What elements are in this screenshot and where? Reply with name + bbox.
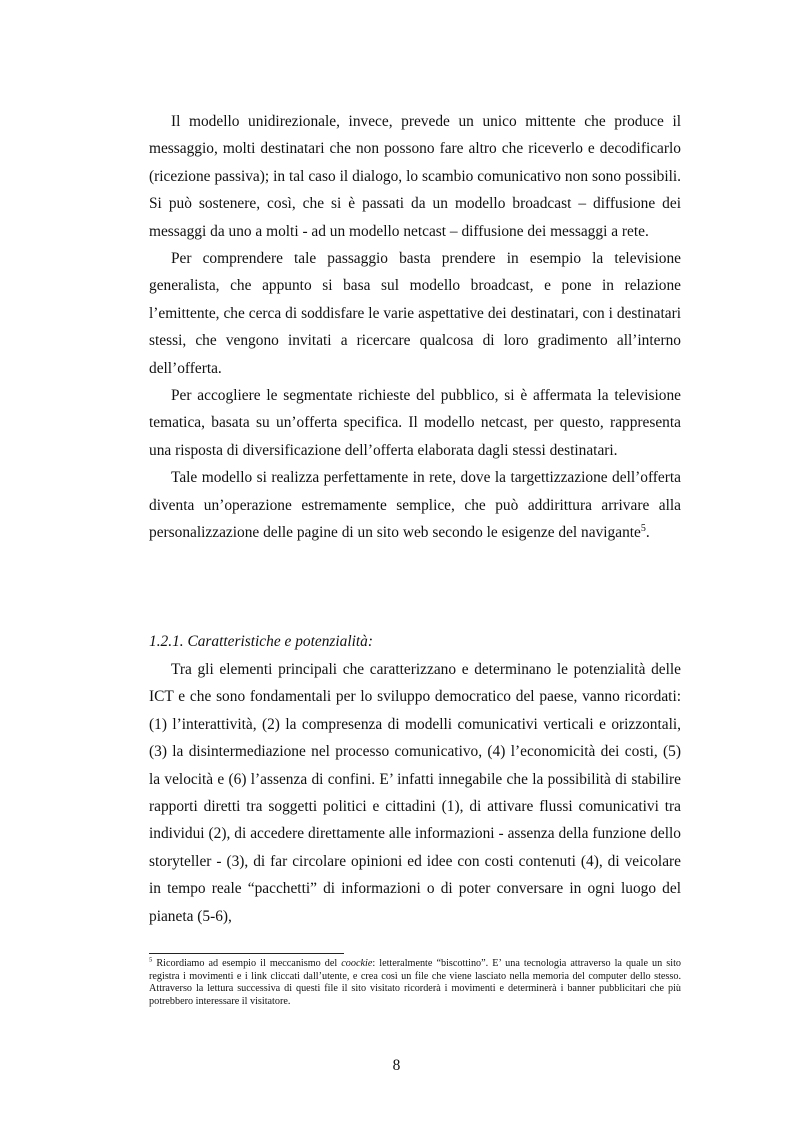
footnote-term: coockie — [341, 958, 373, 969]
paragraph-3: Per accogliere le segmentate richieste del pubblico, si è affermata la televisione tematica, basata su un’offerta specifica. Il modello netcast, per questo, rappresenta una risposta di diversificazione dell’offerta elaborata dagli stessi destinatari. — [149, 387, 681, 459]
paragraph-4-text: Tale modello si realizza perfettamente in rete, dove la targettizzazione dell’offerta diventa un’operazione estremamente semplice, che può addirittura arrivare alla personalizzazione delle pagine di un sito web secondo le esigenze del navigante — [149, 469, 681, 542]
paragraph-4-end: . — [645, 524, 650, 542]
body-text-section — [149, 656, 681, 930]
body-text-top — [149, 108, 681, 547]
footnote-number: 5 — [149, 956, 153, 964]
footnote-text-before: Ricordiamo ad esempio il meccanismo del — [152, 958, 342, 969]
paragraph-4 — [149, 464, 681, 546]
footnote — [149, 958, 681, 1008]
page-number: 8 — [392, 1057, 401, 1074]
footnote-marker: 5 — [640, 522, 646, 534]
paragraph-1: Il modello unidirezionale, invece, prevede un unico mittente che produce il messaggio, molti destinatari che non possono fare altro che riceverlo e decodificarlo (ricezione passiva); in tal caso il dialogo, lo scambio comunicativo non sono possibili. Si può sostenere, così, che si è passati da un modello broadcast – diffusione dei messaggi da uno a molti - ad un modello netcast – diffusione dei messaggi a rete. — [149, 113, 681, 240]
footnote-text-after: : letteralmente “biscottino”. E’ una tecnologia attraverso la quale un sito registra i movimenti e i link cliccati dall’utente, e crea così un file che viene lasciato nella memoria del computer dello stesso. Attraverso la lettura successiva di questi file il sito visitato ricorderà i movimenti e determinerà i banner pubblicitari che più potrebbero interessare il visitatore. — [149, 958, 681, 1007]
section-heading: 1.2.1. Caratteristiche e potenzialità: — [149, 633, 373, 650]
footnote-divider — [149, 953, 344, 954]
section-paragraph: Tra gli elementi principali che caratterizzano e determinano le potenzialità delle ICT e che sono fondamentali per lo sviluppo democratico del paese, vanno ricordati: (1) l’interattività, (2) la compresenza di modelli comunicativi verticali e orizzontali, (3) la disintermediazione nel processo comunicativo, (4) l’economicità dei costi, (5) la velocità e (6) l’assenza di confini. E’ infatti innegabile che la possibilità di stabilire rapporti diretti tra soggetti politici e cittadini (1), di attivare flussi comunicativi tra individui (2), di accedere direttamente alle informazioni - assenza della funzione dello storyteller - (3), di far circolare opinioni ed idee con costi contenuti (4), di veicolare in tempo reale “pacchetti” di informazioni o di poter conversare in ogni luogo del pianeta (5-6), — [149, 661, 681, 925]
paragraph-2: Per comprendere tale passaggio basta prendere in esempio la televisione generalista, che appunto si basa sul modello broadcast, e pone in relazione l’emittente, che cerca di soddisfare le varie aspettative dei destinatari, con i destinatari stessi, che vengono invitati a ricercare qualcosa di loro gradimento all’interno dell’offerta. — [149, 250, 681, 377]
